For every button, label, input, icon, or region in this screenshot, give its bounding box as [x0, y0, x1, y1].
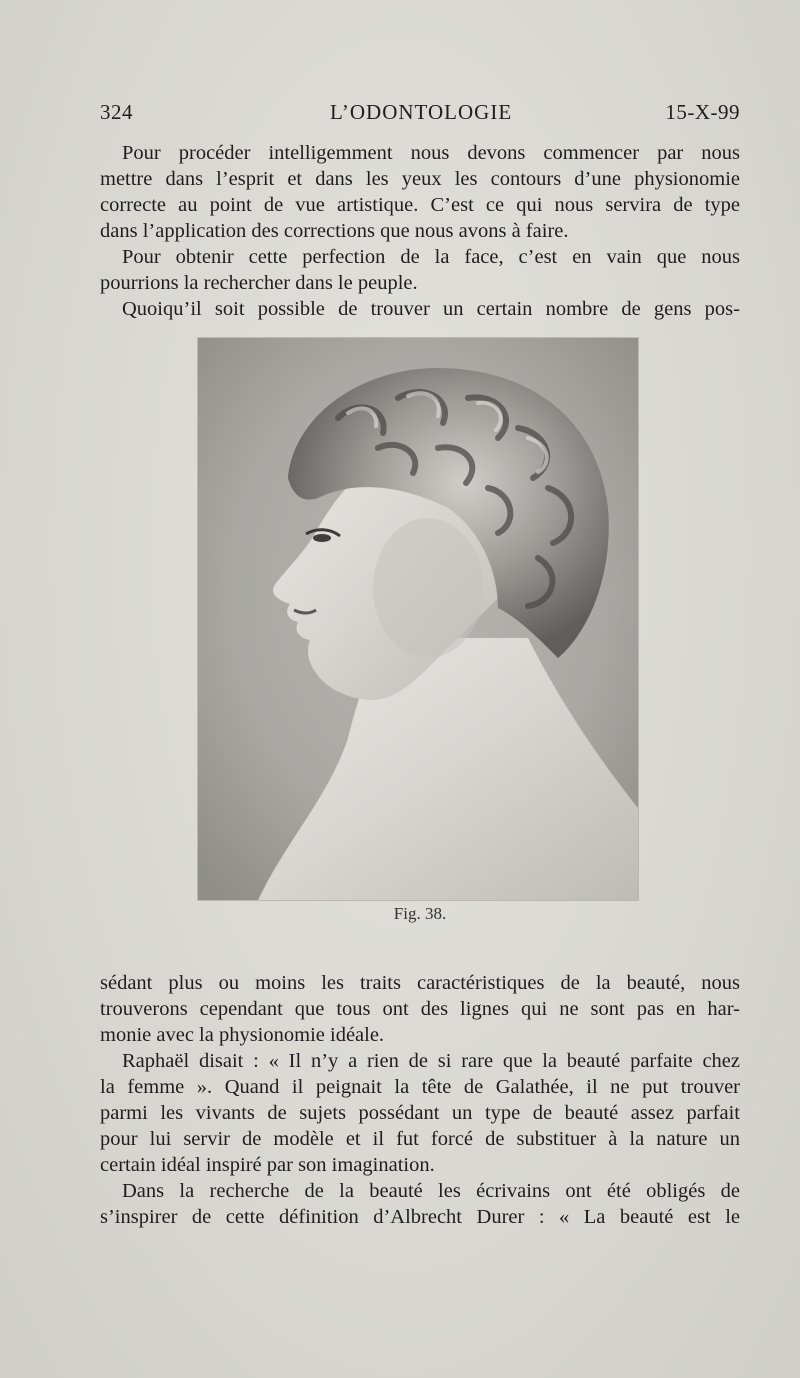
running-header — [100, 100, 740, 130]
text-line: parmi les vivants de sujets possédant un type de beauté assez parfait — [100, 1102, 740, 1124]
text-line: trouverons cependant que tous ont des lignes qui ne sont pas en har- — [100, 998, 740, 1020]
journal-title: L’ODONTOLOGIE — [330, 100, 513, 124]
text-line: certain idéal inspiré par son imagination. — [100, 1154, 435, 1176]
text-line: pour lui servir de modèle et il fut forcé de substituer à la nature un — [100, 1128, 740, 1150]
text-line: mettre dans l’esprit et dans les yeux les contours d’une physionomie — [100, 168, 740, 190]
text-line: monie avec la physionomie idéale. — [100, 1024, 385, 1046]
text-line: s’inspirer de cette définition d’Albrecht Durer : « La beauté est le — [100, 1206, 740, 1228]
issue-date: 15-X-99 — [665, 100, 740, 124]
body-text-bottom — [100, 970, 740, 1230]
text-line: dans l’application des corrections que nous avons à faire. — [100, 220, 569, 242]
text-line: Pour obtenir cette perfection de la face, c’est en vain que nous — [122, 246, 740, 268]
text-line: correcte au point de vue artistique. C’est ce qui nous servira de type — [100, 194, 740, 216]
text-line: Raphaël disait : « Il n’y a rien de si rare que la beauté parfaite chez — [122, 1050, 740, 1072]
text-line: pourrions la rechercher dans le peuple. — [100, 272, 418, 294]
page-number: 324 — [100, 100, 133, 124]
text-line: sédant plus ou moins les traits caractéristiques de la beauté, nous — [100, 972, 740, 994]
figure-caption: Fig. 38. — [393, 904, 447, 923]
text-line: Dans la recherche de la beauté les écrivains ont été obligés de — [122, 1180, 740, 1202]
body-text-top — [100, 140, 740, 322]
text-line: la femme ». Quand il peignait la tête de Galathée, il ne put trouver — [100, 1076, 740, 1098]
text-line: Pour procéder intelligemment nous devons commencer par nous — [122, 142, 740, 164]
text-line: Quoiqu’il soit possible de trouver un certain nombre de gens pos- — [122, 298, 740, 320]
portrait-photograph — [198, 338, 638, 900]
